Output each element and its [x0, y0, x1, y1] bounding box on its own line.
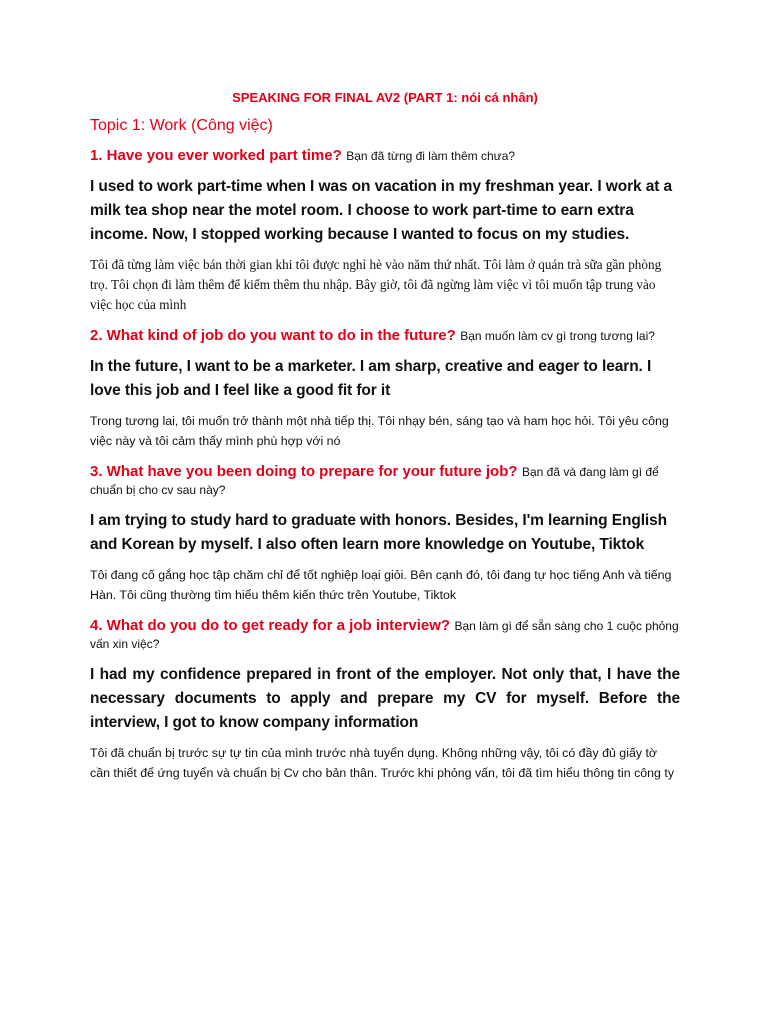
- answer-vietnamese: Tôi đã chuẩn bị trước sự tự tin của mình trước nhà tuyển dụng. Không những vậy, tôi có đầy đủ giấy tờ cần thiết để ứng tuyển và chuẩn bị Cv cho bản thân. Trước khi phỏng vấn, tôi đã tìm hiểu thông tin công ty: [90, 746, 675, 780]
- question-text: 1. Have you ever worked part time?: [90, 147, 342, 164]
- document-content: [90, 90, 680, 795]
- question-3: [90, 463, 680, 499]
- answer-english: In the future, I want to be a marketer. I am sharp, creative and eager to learn. I love this job and I feel like a good fit for it: [90, 358, 652, 399]
- question-translation: Bạn đã và đang làm gì để chuẩn bị cho cv sau này?: [90, 465, 659, 497]
- answer-vietnamese: Tôi đã từng làm việc bán thời gian khi tôi được nghỉ hè vào năm thứ nhất. Tôi làm ở quán trà sữa gần phòng trọ. Tôi chọn đi làm thêm để kiếm thêm thu nhập. Bây giờ, tôi đã ngừng làm việc vì tôi muốn tập trung vào việc học của mình: [90, 257, 662, 312]
- answer-english: I am trying to study hard to graduate with honors. Besides, I'm learning English and Korean by myself. I also often learn more knowledge on Youtube, Tiktok: [90, 512, 668, 553]
- document-title: SPEAKING FOR FINAL AV2 (PART 1: nói cá nhân): [232, 90, 538, 105]
- question-translation: Bạn muốn làm cv gì trong tương lai?: [460, 329, 655, 343]
- question-text: 4. What do you do to get ready for a job interview?: [90, 617, 451, 634]
- topic-heading: Topic 1: Work (Công việc): [90, 117, 273, 134]
- question-section-3: [90, 463, 680, 605]
- question-4: [90, 617, 680, 653]
- answer-english: I used to work part-time when I was on vacation in my freshman year. I work at a milk tea shop near the motel room. I choose to work part-time to earn extra income. Now, I stopped working because I wanted to focus on my studies.: [90, 178, 673, 243]
- answer-vietnamese: Trong tương lai, tôi muốn trở thành một nhà tiếp thị. Tôi nhạy bén, sáng tạo và ham học hỏi. Tôi yêu công việc này và tôi cảm thấy mình phù hợp với nó: [90, 414, 669, 448]
- answer-vietnamese: Tôi đang cố gắng học tập chăm chỉ để tốt nghiệp loại giỏi. Bên cạnh đó, tôi đang tự học tiếng Anh và tiếng Hàn. Tôi cũng thường tìm hiểu thêm kiến thức trên Youtube, Tiktok: [90, 568, 672, 602]
- question-text: 2. What kind of job do you want to do in the future?: [90, 327, 456, 344]
- question-text: 3. What have you been doing to prepare for your future job?: [90, 463, 518, 480]
- question-1: [90, 147, 680, 165]
- question-translation: Bạn đã từng đi làm thêm chưa?: [346, 149, 516, 163]
- question-translation: Bạn làm gì để sẵn sàng cho 1 cuộc phỏng vấn xin việc?: [90, 619, 679, 651]
- question-2: [90, 327, 680, 345]
- question-section-4: [90, 617, 680, 783]
- question-section-1: [90, 147, 680, 315]
- question-section-2: [90, 327, 680, 451]
- answer-english: I had my confidence prepared in front of the employer. Not only that, I have the necessary documents to apply and prepare my CV for myself. Before the interview, I got to know company information: [90, 666, 680, 731]
